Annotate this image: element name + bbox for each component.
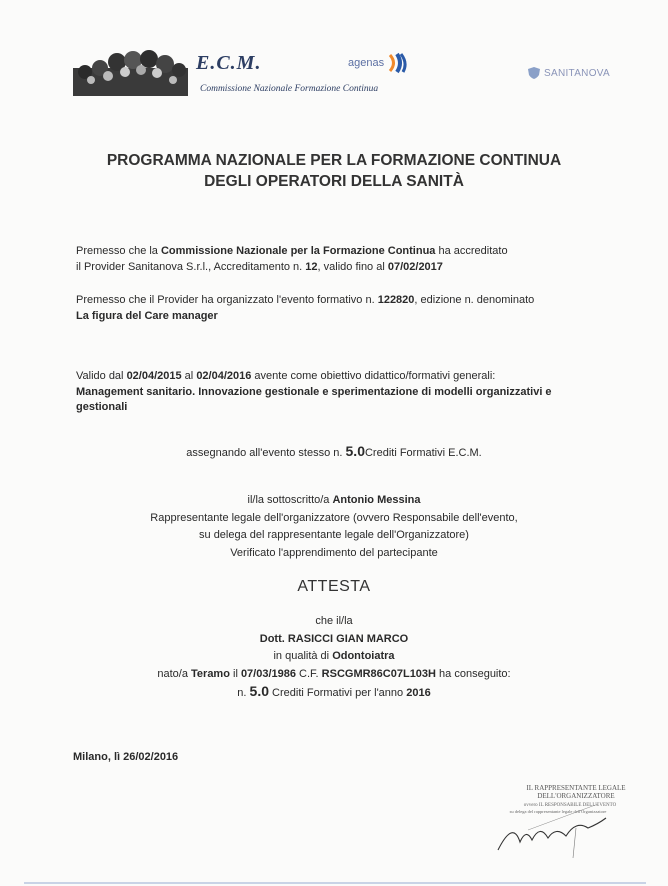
- signer-block: [0, 492, 668, 562]
- signature-stamp: [458, 780, 638, 860]
- signer-role-line-2: su delega del rappresentante legale dell'Organizzatore): [199, 529, 469, 541]
- validity-paragraph: [76, 369, 616, 416]
- text: C.F.: [296, 667, 322, 680]
- signer-name: Antonio Messina: [332, 494, 421, 506]
- text: Premesso che il Provider ha organizzato l'evento formativo n.: [76, 294, 378, 306]
- signer-role-line-1: Rappresentante legale dell'organizzatore (ovvero Responsabile dell'evento,: [150, 511, 518, 524]
- title-line-2: DEGLI OPERATORI DELLA SANITÀ: [204, 173, 464, 190]
- text: Valido dal: [76, 370, 127, 382]
- text: n.: [237, 687, 250, 699]
- attesta-heading: ATTESTA: [297, 578, 371, 595]
- text: avente come obiettivo didattico/formativi generali:: [251, 370, 496, 382]
- participant-name: Dott. RASICCI GIAN MARCO: [259, 632, 409, 645]
- text: Crediti Formativi per l'anno: [269, 687, 407, 699]
- birthdate: 07/03/1986: [240, 667, 296, 680]
- text: al: [181, 370, 197, 382]
- text: il: [229, 667, 241, 680]
- sanitanova-text: SANITANOVA: [544, 67, 610, 79]
- text: , edizione n. denominato: [414, 294, 535, 306]
- event-paragraph: [76, 293, 534, 324]
- text: Premesso che la: [76, 245, 161, 257]
- agenas-logo: [348, 52, 409, 74]
- text: il/la sottoscritto/a: [247, 494, 333, 506]
- participant-credits: 5.0: [249, 683, 269, 699]
- sanitanova-shield-icon: [527, 66, 541, 80]
- text: ha accreditato: [435, 245, 508, 257]
- participant-intro: che il/la: [315, 615, 353, 627]
- birthplace: Teramo: [191, 667, 230, 680]
- document-title: [0, 150, 668, 192]
- event-credits: 5.0: [345, 443, 365, 459]
- verification-line: Verificato l'apprendimento del partecipante: [230, 546, 438, 559]
- ecm-title: E.C.M.: [196, 52, 262, 74]
- text: ha conseguito:: [436, 667, 511, 680]
- participant-block: [0, 613, 668, 703]
- text: Crediti Formativi E.C.M.: [364, 447, 482, 459]
- bottom-border: [24, 882, 646, 884]
- commission-name: Commissione Nazionale per la Formazione Continua: [160, 245, 436, 257]
- stamp-line-4: su delega del rappresentante legale dell'Organizzatore: [509, 809, 607, 814]
- sanitanova-logo: [527, 66, 610, 80]
- place-date: Milano, lì 26/02/2016: [73, 751, 179, 763]
- text: assegnando all'evento stesso n.: [186, 447, 346, 459]
- event-name: La figura del Care manager: [76, 309, 218, 322]
- date-from: 02/04/2015: [126, 370, 182, 382]
- title-line-1: PROGRAMMA NAZIONALE PER LA FORMAZIONE CONTINUA: [106, 152, 562, 169]
- text: , valido fino al: [317, 260, 388, 273]
- stamp-line-3: ovvero IL RESPONSABILE DELL'EVENTO: [523, 803, 617, 808]
- agenas-mark-icon: [387, 52, 409, 74]
- ecm-people-logo-icon: [73, 50, 188, 96]
- agenas-text: agenas: [348, 57, 385, 69]
- text: in qualità di: [273, 650, 333, 662]
- credits-assigned-line: [0, 444, 668, 462]
- date-to: 02/04/2016: [196, 370, 252, 382]
- participant-profession: Odontoiatra: [332, 650, 395, 662]
- stamp-line-1: IL RAPPRESENTANTE LEGALE: [526, 784, 626, 792]
- text: nato/a: [157, 667, 192, 680]
- valid-until-date: 07/02/2017: [387, 260, 443, 273]
- accreditation-paragraph: [76, 244, 508, 275]
- signature-scribble: [498, 818, 606, 850]
- objective-line-2: gestionali: [76, 401, 128, 413]
- fiscal-code: RSCGMR86C07L103H: [321, 667, 436, 680]
- event-number: 122820: [377, 294, 415, 306]
- objective-line-1: Management sanitario. Innovazione gestionale e sperimentazione di modelli organizzativi e: [76, 385, 552, 398]
- accreditation-number: 12: [305, 260, 318, 273]
- credits-year: 2016: [406, 687, 431, 699]
- ecm-subtitle: Commissione Nazionale Formazione Continua: [200, 84, 379, 94]
- stamp-line-2: DELL'ORGANIZZATORE: [537, 792, 615, 800]
- text: il Provider Sanitanova S.r.l., Accreditamento n.: [76, 260, 306, 273]
